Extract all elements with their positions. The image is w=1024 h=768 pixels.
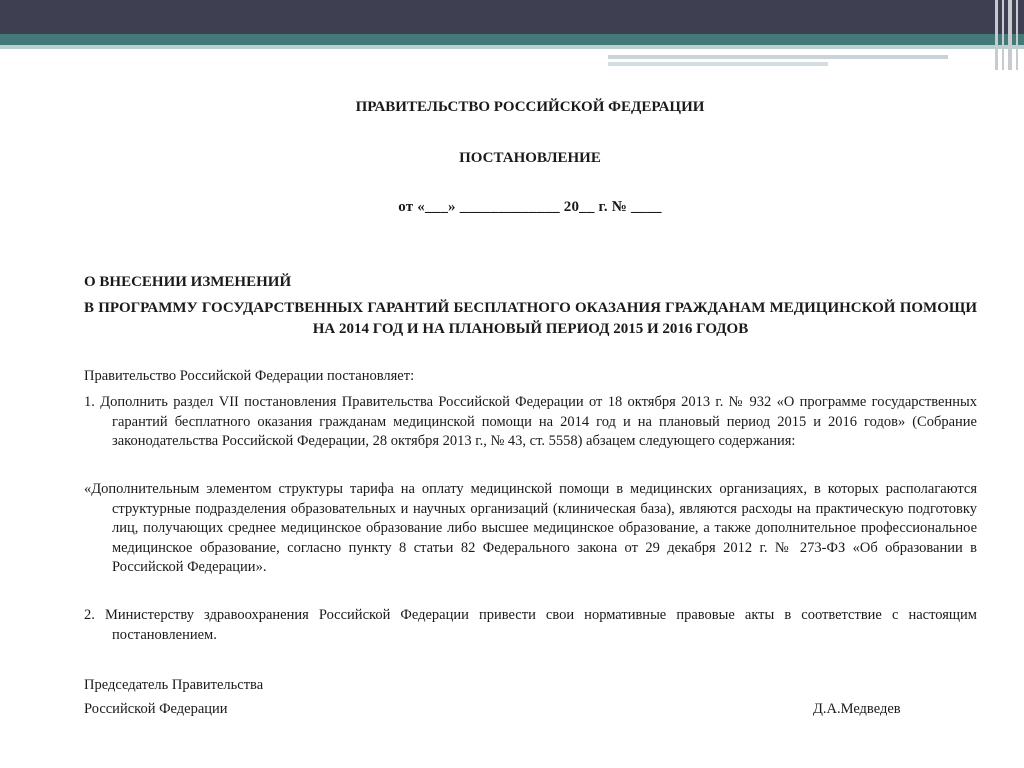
accent-bar: [608, 55, 948, 59]
document-type: ПОСТАНОВЛЕНИЕ: [459, 150, 601, 166]
item-1-paragraph: 1. Дополнить раздел VII постановления Правительства Российской Федерации от 18 октября 2013 г. № 932 «О программе государственных гарантий бесплатного оказания гражданам медицинской помощи на 2014 год и на плановый период 2015 и 2016 годов» (Собрание законодательства Российской Федерации, 28 октября 2013 г., № 43, ст. 5558) абзацем следующего содержания:: [84, 394, 977, 450]
header-band-light: [0, 45, 1024, 49]
header-band-teal: [0, 34, 1024, 45]
quote-paragraph: «Дополнительным элементом структуры тарифа на оплату медицинской помощи в медицинских организациях, в которых располагаются структурные подразделения образовательных и научных организаций (клиническая база), являются расходы на практическую подготовку лиц, получающих среднее медицинское образование либо высшее медицинское образование, а также дополнительное профессиональное медицинское образование, согласно пункту 8 статьи 82 Федерального закона от 29 декабря 2012 г. № 273-ФЗ «Об образовании в Российской Федерации».: [84, 481, 977, 576]
signatory-position-line-1: Председатель Правительства: [84, 677, 264, 693]
intro-paragraph: Правительство Российской Федерации постановляет:: [84, 368, 415, 384]
header-band-dark: [0, 0, 1024, 34]
item-2-paragraph: 2. Министерству здравоохранения Российской Федерации привести свои нормативные правовые акты в соответствие с настоящим постановлением.: [84, 607, 977, 643]
heading-line-1: О ВНЕСЕНИИ ИЗМЕНЕНИЙ: [84, 274, 292, 290]
document-issuer: ПРАВИТЕЛЬСТВО РОССИЙСКОЙ ФЕДЕРАЦИИ: [355, 99, 705, 115]
document-date-line: от «___» _____________ 20__ г. № ____: [398, 199, 662, 215]
heading-line-2: В ПРОГРАММУ ГОСУДАРСТВЕННЫХ ГАРАНТИЙ БЕСПЛАТНОГО ОКАЗАНИЯ ГРАЖДАНАМ МЕДИЦИНСКОЙ ПОМОЩИ НА 2014 ГОД И НА ПЛАНОВЫЙ ПЕРИОД 2015 И 2016 ГОДОВ: [84, 300, 977, 337]
accent-bar: [608, 62, 828, 66]
decorative-stripes: [993, 0, 1024, 70]
signatory-position-line-2: Российской Федерации: [84, 701, 228, 717]
signatory-name: Д.А.Медведев: [813, 701, 901, 717]
